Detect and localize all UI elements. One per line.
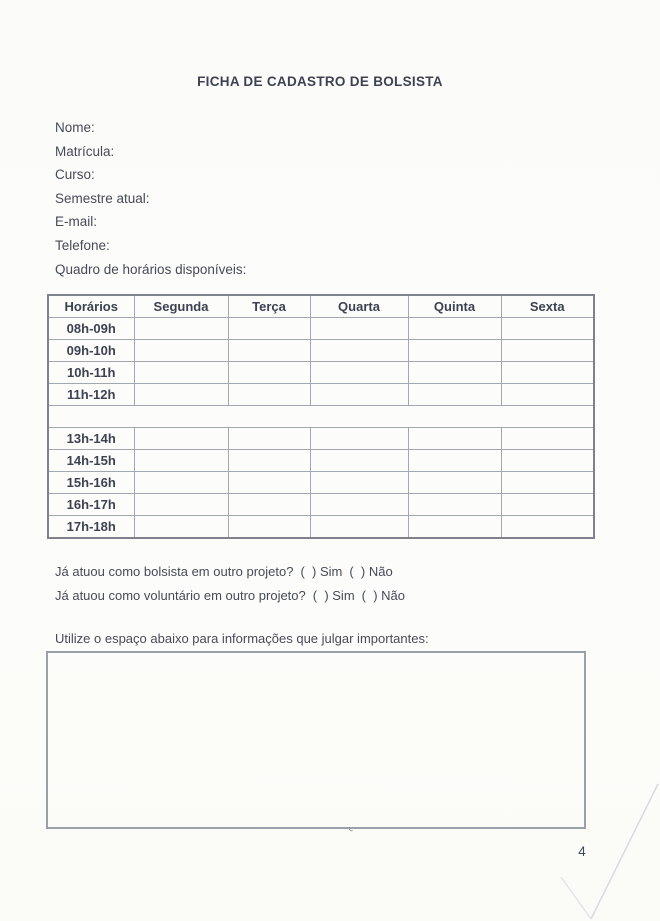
schedule-cell[interactable] bbox=[134, 384, 228, 406]
schedule-cell[interactable] bbox=[408, 362, 501, 384]
time-slot-label: 14h-15h bbox=[48, 450, 134, 472]
schedule-cell[interactable] bbox=[228, 428, 310, 450]
field-value[interactable] bbox=[101, 214, 281, 226]
field-label: Nome: bbox=[55, 120, 95, 135]
schedule-cell[interactable] bbox=[501, 450, 594, 472]
question-voluntario bbox=[55, 588, 405, 603]
field-label: Telefone: bbox=[55, 237, 110, 253]
field-value[interactable] bbox=[114, 238, 294, 250]
field-curso bbox=[55, 163, 333, 187]
schedule-row bbox=[48, 384, 594, 406]
nao-checkbox-option[interactable]: ( ) Não bbox=[361, 588, 405, 603]
schedule-cell[interactable] bbox=[408, 494, 501, 516]
time-slot-label: 08h-09h bbox=[48, 318, 134, 340]
header-day: Segunda bbox=[134, 295, 228, 318]
schedule-cell[interactable] bbox=[501, 362, 594, 384]
time-slot-label: 10h-11h bbox=[48, 362, 134, 384]
schedule-cell[interactable] bbox=[501, 494, 594, 516]
time-slot-label: 13h-14h bbox=[48, 428, 134, 450]
field-value[interactable] bbox=[99, 167, 279, 179]
page-number: 4 bbox=[578, 844, 586, 859]
schedule-cell[interactable] bbox=[310, 318, 408, 340]
header-day: Sexta bbox=[501, 295, 594, 318]
sim-checkbox-option[interactable]: ( ) Sim bbox=[312, 588, 355, 603]
schedule-row bbox=[48, 362, 594, 384]
notes-box[interactable] bbox=[46, 651, 586, 829]
schedule-cell[interactable] bbox=[408, 318, 501, 340]
field-value[interactable] bbox=[99, 120, 279, 132]
schedule-cell[interactable] bbox=[408, 450, 501, 472]
schedule-cell[interactable] bbox=[134, 362, 228, 384]
schedule-cell[interactable] bbox=[310, 472, 408, 494]
schedule-cell[interactable] bbox=[501, 472, 594, 494]
time-slot-label: 15h-16h bbox=[48, 472, 134, 494]
sim-checkbox-option[interactable]: ( ) Sim bbox=[300, 564, 343, 579]
field-value[interactable] bbox=[118, 144, 298, 156]
header-day: Quinta bbox=[408, 295, 501, 318]
question-bolsista bbox=[55, 564, 393, 579]
question-text: Já atuou como bolsista em outro projeto? bbox=[55, 564, 294, 579]
time-slot-label: 17h-18h bbox=[48, 516, 134, 539]
time-slot-label: 11h-12h bbox=[48, 384, 134, 406]
schedule-cell[interactable] bbox=[228, 450, 310, 472]
schedule-cell[interactable] bbox=[134, 494, 228, 516]
schedule-header-row bbox=[48, 295, 594, 318]
schedule-table-body bbox=[48, 318, 594, 539]
schedule-cell[interactable] bbox=[310, 362, 408, 384]
question-text: Já atuou como voluntário em outro projeto? bbox=[55, 588, 306, 603]
schedule-cell[interactable] bbox=[501, 428, 594, 450]
field-label: Semestre atual: bbox=[55, 190, 150, 206]
field-label: E-mail: bbox=[55, 214, 98, 230]
schedule-cell[interactable] bbox=[134, 472, 228, 494]
schedule-cell[interactable] bbox=[134, 318, 228, 340]
nao-checkbox-option[interactable]: ( ) Não bbox=[349, 564, 393, 579]
schedule-cell[interactable] bbox=[310, 516, 408, 539]
schedule-cell[interactable] bbox=[310, 428, 408, 450]
schedule-cell[interactable] bbox=[310, 384, 408, 406]
schedule-table-caption bbox=[55, 258, 333, 282]
schedule-cell[interactable] bbox=[228, 362, 310, 384]
schedule-cell[interactable] bbox=[228, 516, 310, 539]
schedule-cell[interactable] bbox=[408, 472, 501, 494]
schedule-row bbox=[48, 340, 594, 362]
schedule-cell[interactable] bbox=[228, 384, 310, 406]
schedule-cell[interactable] bbox=[228, 318, 310, 340]
header-day: Terça bbox=[228, 295, 310, 318]
schedule-cell[interactable] bbox=[134, 428, 228, 450]
time-slot-label: 16h-17h bbox=[48, 494, 134, 516]
field-label: Matrícula: bbox=[55, 143, 115, 159]
schedule-cell[interactable] bbox=[228, 472, 310, 494]
field-telefone bbox=[55, 234, 333, 258]
field-label: Curso: bbox=[55, 167, 95, 183]
schedule-cell[interactable] bbox=[408, 384, 501, 406]
schedule-cell[interactable] bbox=[134, 516, 228, 539]
field-label: Quadro de horários disponíveis: bbox=[55, 261, 247, 277]
field-semestre bbox=[55, 187, 333, 211]
schedule-cell[interactable] bbox=[134, 450, 228, 472]
schedule-cell[interactable] bbox=[408, 340, 501, 362]
header-day: Quarta bbox=[310, 295, 408, 318]
schedule-row bbox=[48, 428, 594, 450]
schedule-section bbox=[47, 294, 595, 539]
lunch-gap-cell bbox=[48, 406, 594, 428]
schedule-cell[interactable] bbox=[228, 340, 310, 362]
time-slot-label: 09h-10h bbox=[48, 340, 134, 362]
schedule-cell[interactable] bbox=[408, 516, 501, 539]
schedule-cell[interactable] bbox=[134, 340, 228, 362]
schedule-cell[interactable] bbox=[501, 516, 594, 539]
field-value[interactable] bbox=[153, 191, 333, 203]
form-fields bbox=[55, 116, 333, 281]
schedule-cell[interactable] bbox=[501, 318, 594, 340]
schedule-row bbox=[48, 318, 594, 340]
header-horarios: Horários bbox=[48, 295, 134, 318]
schedule-row bbox=[48, 494, 594, 516]
schedule-cell[interactable] bbox=[310, 494, 408, 516]
schedule-cell[interactable] bbox=[310, 450, 408, 472]
field-matricula bbox=[55, 140, 333, 164]
lunch-gap-row bbox=[48, 406, 594, 428]
schedule-cell[interactable] bbox=[501, 340, 594, 362]
schedule-cell[interactable] bbox=[501, 384, 594, 406]
schedule-table bbox=[47, 294, 595, 539]
page-title: FICHA DE CADASTRO DE BOLSISTA bbox=[197, 74, 443, 89]
notes-label: Utilize o espaço abaixo para informações que julgar importantes: bbox=[55, 631, 429, 646]
schedule-row bbox=[48, 516, 594, 539]
field-nome bbox=[55, 116, 333, 140]
schedule-cell[interactable] bbox=[228, 494, 310, 516]
field-email bbox=[55, 210, 333, 234]
schedule-row bbox=[48, 472, 594, 494]
schedule-cell[interactable] bbox=[310, 340, 408, 362]
schedule-cell[interactable] bbox=[408, 428, 501, 450]
schedule-row bbox=[48, 450, 594, 472]
